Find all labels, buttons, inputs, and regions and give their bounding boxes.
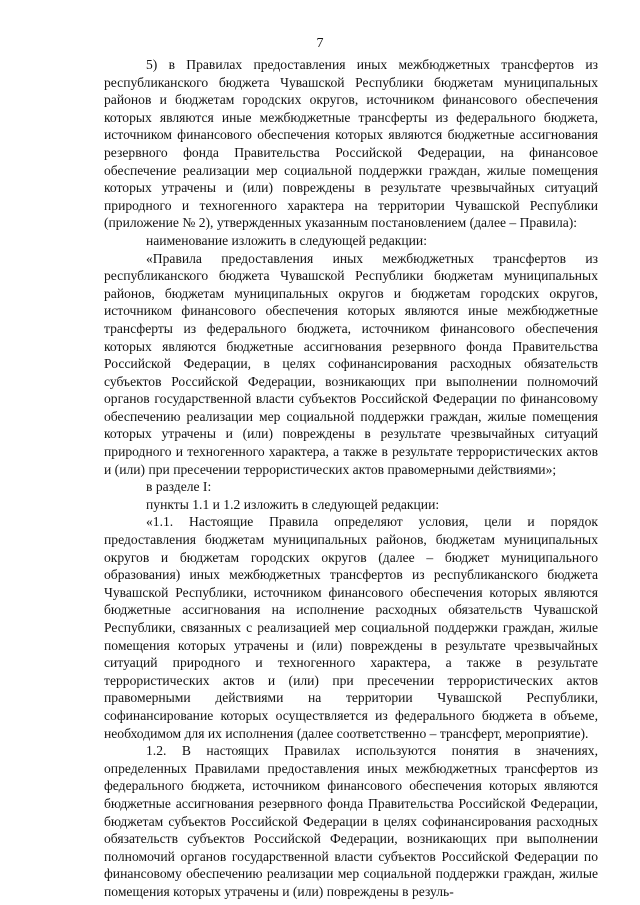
paragraph-new-title: «Правила предоставления иных межбюджетных трансфертов из республиканского бюджета Чувашской Республики бюджетам муниципальных районов, бюджетам муниципальных округов и бюджетам городских округов, источником финансового обеспечения которых являются иные межбюджетные трансферты из федерального бюджета, источником финансового обеспечения которых являются бюджетные ассигнования резервного фонда Правительства Российской Федерации, в целях софинансирования расходных обязательств субъектов Российской Федерации, возникающих при выполнении полномочий органов государственной власти субъектов Российской Федерации по финансовому обеспечению реализации мер социальной поддержки граждан, жилые помещения которых утрачены и (или) повреждены в результате чрезвычайных ситуаций природного и техногенного характера, а также в результате террористических актов и (или) при пресечении террористических актов правомерными действиями»;: [104, 250, 598, 477]
document-body: [104, 56, 598, 901]
paragraph-point-1-1: «1.1. Настоящие Правила определяют условия, цели и порядок предоставления бюджетам муниципальных районов, бюджетам муниципальных округов и бюджетам городских округов (далее – бюджет муниципального образования) иных межбюджетных трансфертов из республиканского бюджета Чувашской Республики, источником финансового обеспечения которых являются бюджетные ассигнования на исполнение расходных обязательств Чувашской Республики, связанных с реализацией мер социальной поддержки граждан, жилые помещения которых утрачены и (или) повреждены в результате чрезвычайных ситуаций природного и техногенного характера, а также в результате террористических актов и (или) при пресечении террористических актов правомерными действиями на территории Чувашской Республики, софинансирование которых осуществляется из федерального бюджета в объеме, необходимом для их исполнения (далее соответственно – трансферт, мероприятие).: [104, 514, 598, 741]
paragraph-point-1-2: 1.2. В настоящих Правилах используются понятия в значениях, определенных Правилами предоставления иных межбюджетных трансфертов из федерального бюджета, источником финансового обеспечения которых являются бюджетные ассигнования резервного фонда Правительства Российской Федерации, бюджетам субъектов Российской Федерации в целях софинансирования расходных обязательств субъектов Российской Федерации, возникающих при выполнении полномочий органов государственной власти субъектов Российской Федерации по финансовому обеспечению реализации мер социальной поддержки граждан, жилые помещения которых утрачены и (или) повреждены в резуль-: [104, 743, 598, 899]
paragraph-points-intro: пункты 1.1 и 1.2 изложить в следующей редакции:: [146, 496, 440, 512]
paragraph-section-1: в разделе I:: [146, 479, 212, 495]
page-number: 7: [316, 36, 324, 51]
paragraph-item-5: 5) в Правилах предоставления иных межбюджетных трансфертов из республиканского бюджета Чувашской Республики бюджетам муниципальных районов и бюджетам городских округов, источником финансового обеспечения которых являются иные межбюджетные трансферты из федерального бюджета, источником финансового обеспечения которых являются бюджетные ассигнования резервного фонда Правительства Российской Федерации, на финансовое обеспечение реализации мер социальной поддержки граждан, жилые помещения которых утрачены и (или) повреждены в результате чрезвычайных ситуаций природного и техногенного характера на территории Чувашской Республики (приложение № 2), утвержденных указанным постановлением (далее – Правила):: [104, 57, 598, 231]
paragraph-title-intro: наименование изложить в следующей редакции:: [146, 232, 427, 248]
